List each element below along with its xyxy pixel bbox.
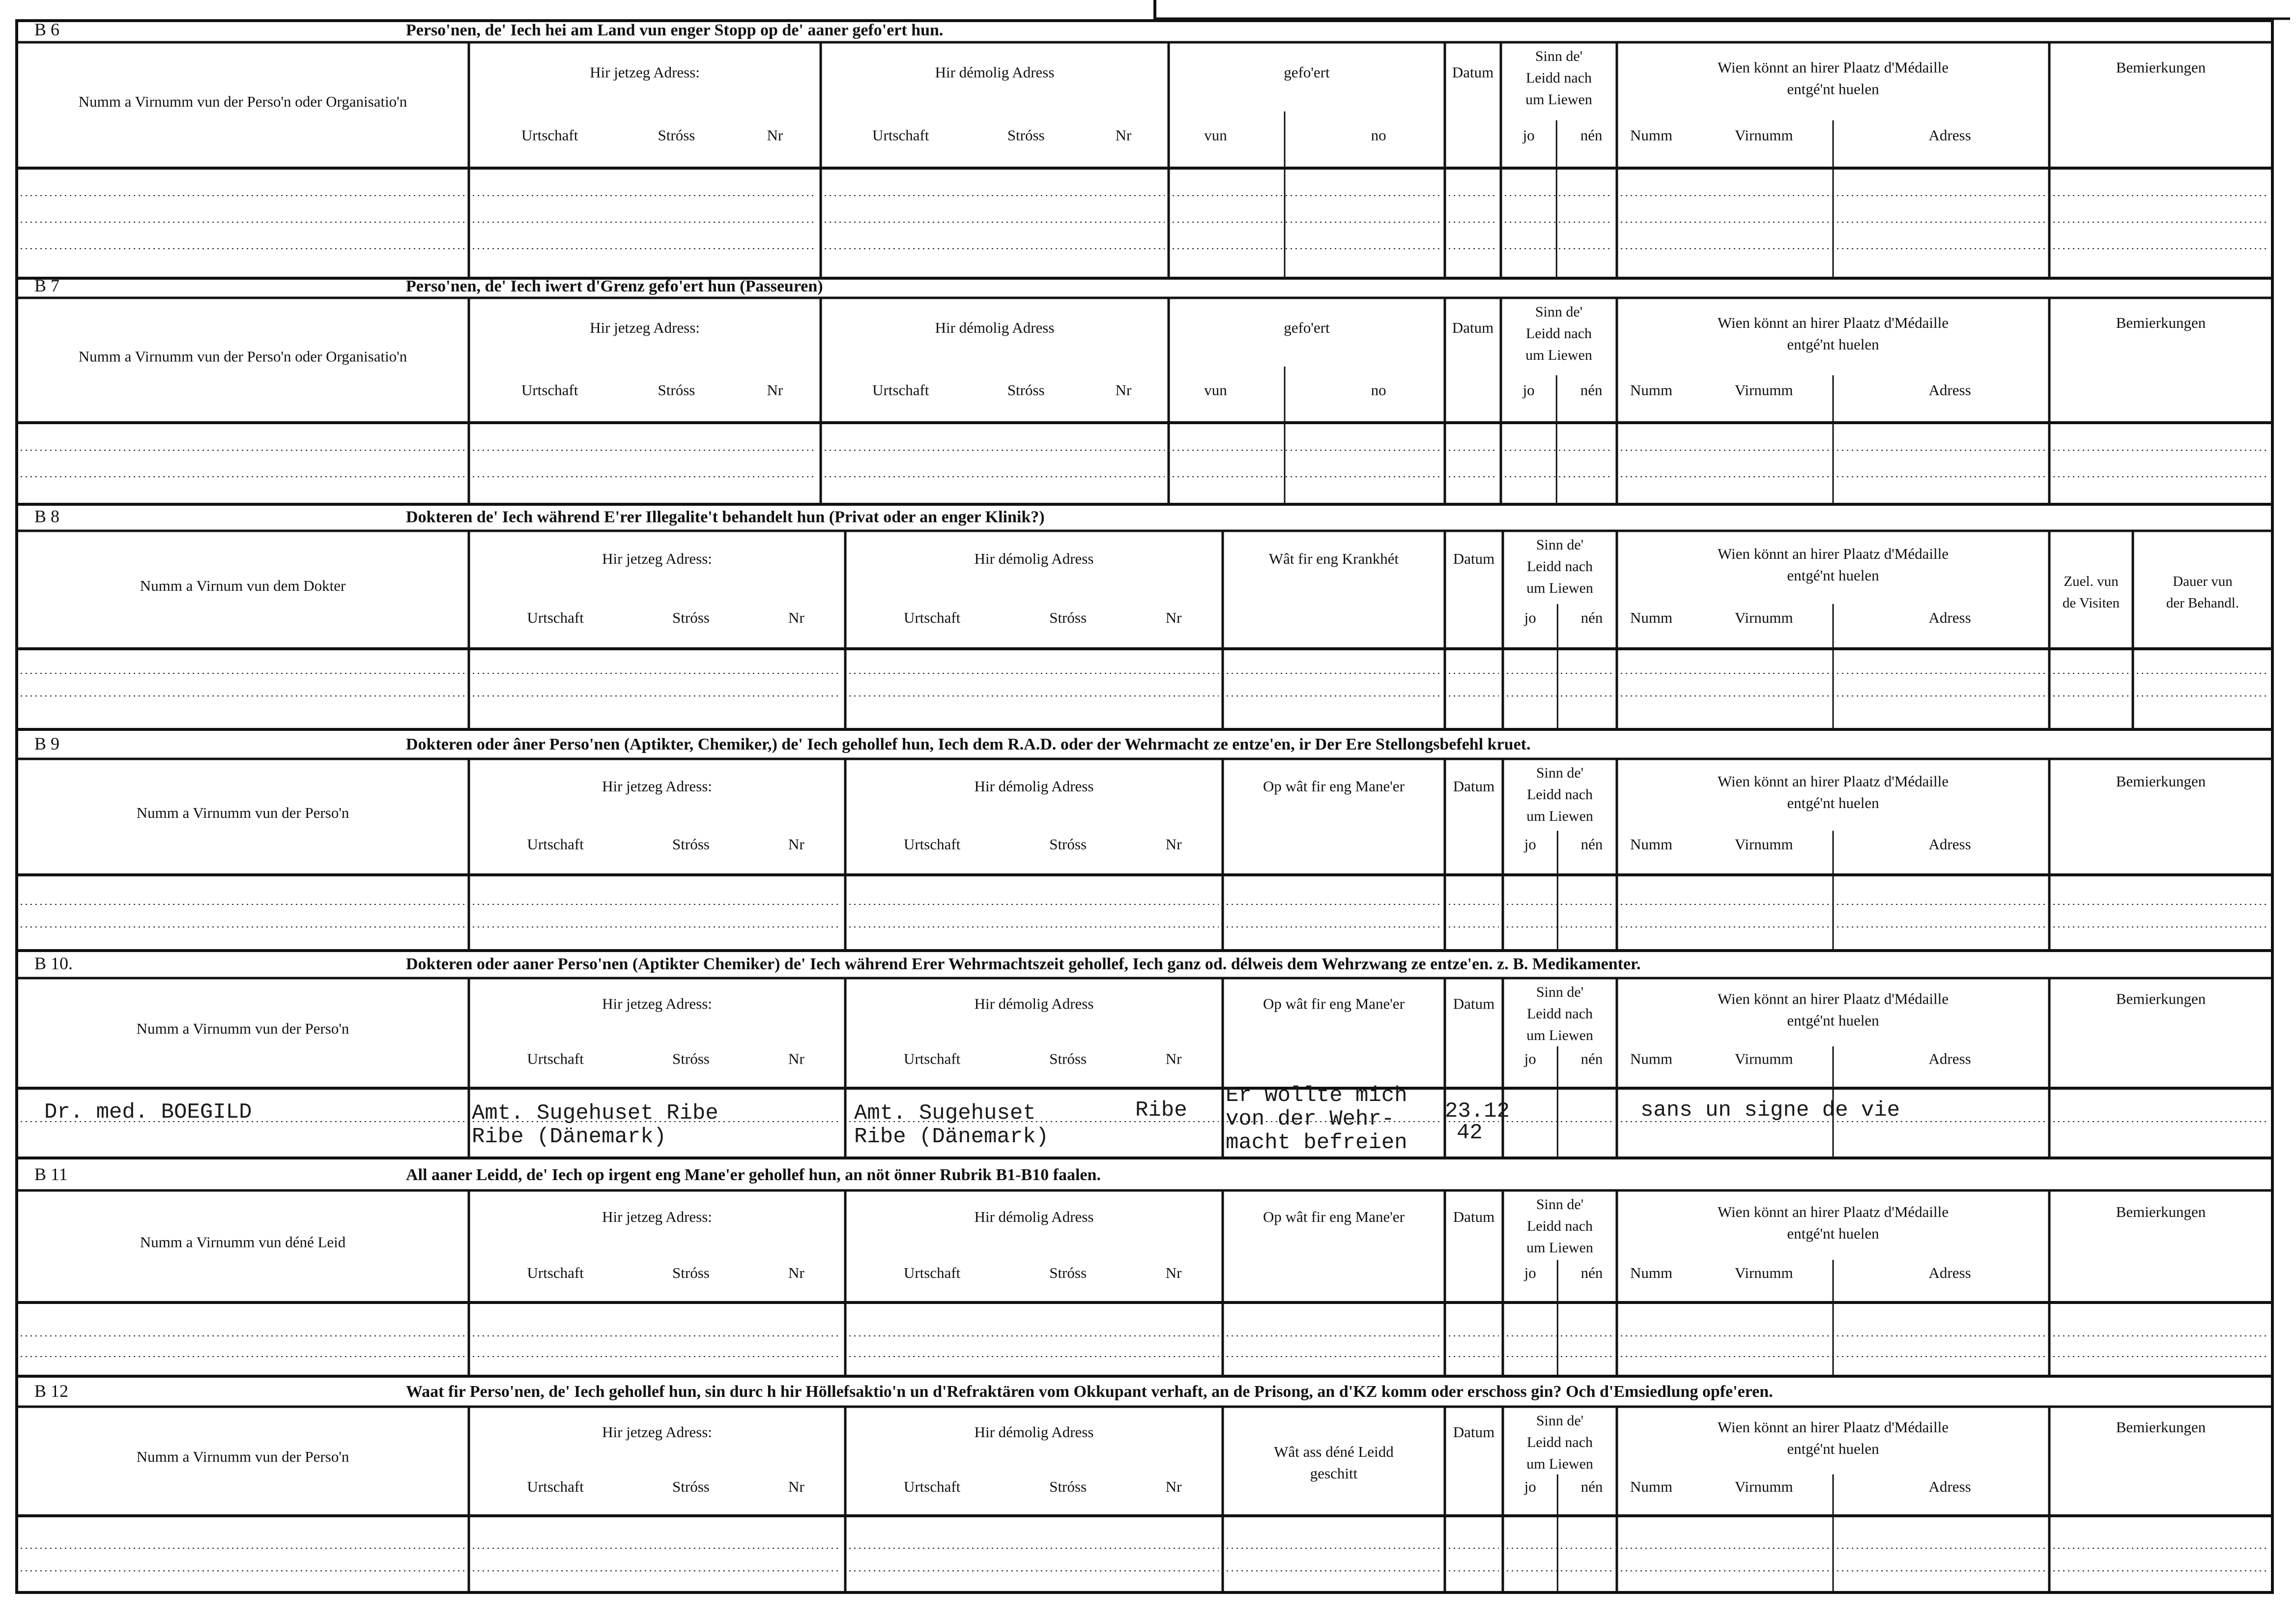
no-header: nén bbox=[1580, 1050, 1603, 1068]
locality-header: Urtschaft bbox=[903, 609, 961, 627]
section-code: B 10. bbox=[34, 954, 73, 974]
medal-header: Wien könnt an hirer Plaatz d'Médaille bbox=[1717, 1418, 1949, 1436]
locality-header: Urtschaft bbox=[521, 126, 578, 144]
street-header: Stróss bbox=[672, 1478, 710, 1496]
section-title: Perso'nen, de' Iech hei am Land vun enger Stopp op de' aaner gefo'ert hun. bbox=[406, 21, 944, 39]
alive-header: Sinn de' bbox=[1535, 304, 1583, 320]
surname-header: Numm bbox=[1630, 1050, 1673, 1068]
street-header: Stróss bbox=[1049, 1264, 1087, 1281]
section-code: B 8 bbox=[34, 506, 60, 526]
yes-header: jo bbox=[1524, 609, 1536, 627]
alive-header: Sinn de' bbox=[1536, 1413, 1584, 1429]
alive-header-3: um Liewen bbox=[1526, 1027, 1593, 1043]
address-header: Adress bbox=[1928, 836, 1971, 853]
locality-header: Urtschaft bbox=[527, 1478, 584, 1496]
entry-manner-3: macht befreien bbox=[1226, 1130, 1407, 1155]
section-title: All aaner Leidd, de' Iech op irgent eng Mane'er gehollef hun, an nöt önner Rubrik B1-B10 faalen. bbox=[406, 1165, 1101, 1184]
surname-header: Numm bbox=[1630, 836, 1673, 853]
yes-header: jo bbox=[1522, 126, 1535, 144]
address-header: Adress bbox=[1928, 1264, 1971, 1281]
section-bb8 bbox=[17, 504, 2272, 729]
current-address-header: Hir jetzeg Adress: bbox=[602, 995, 712, 1012]
remarks-header: Bemierkungen bbox=[2116, 773, 2206, 790]
section-bb9 bbox=[17, 729, 2272, 951]
illness-header: Wât fir eng Krankhét bbox=[1268, 550, 1399, 568]
current-address-header: Hir jetzeg Adress: bbox=[602, 1208, 712, 1225]
date-header: Datum bbox=[1452, 63, 1494, 81]
visits-header-2: de Visiten bbox=[2062, 595, 2120, 611]
entry-manner-1: Er wollte mich bbox=[1226, 1083, 1407, 1108]
manner-header: Op wât fir eng Mane'er bbox=[1263, 778, 1405, 795]
street-header: Stróss bbox=[672, 1050, 710, 1068]
locality-header: Urtschaft bbox=[527, 1050, 584, 1068]
to-header: no bbox=[1371, 381, 1386, 399]
locality-header: Urtschaft bbox=[903, 1264, 961, 1281]
alive-header-2: Leidd nach bbox=[1526, 1434, 1593, 1450]
yes-header: jo bbox=[1524, 836, 1536, 853]
yes-header: jo bbox=[1522, 381, 1535, 399]
date-header: Datum bbox=[1452, 319, 1494, 337]
visits-header: Zuel. vun bbox=[2064, 574, 2119, 589]
alive-header: Sinn de' bbox=[1536, 537, 1584, 553]
current-address-header: Hir jetzeg Adress: bbox=[602, 778, 712, 795]
from-header: vun bbox=[1204, 126, 1227, 144]
section-bb11 bbox=[17, 1158, 2272, 1376]
entry-date-2: 42 bbox=[1457, 1121, 1483, 1145]
locality-header: Urtschaft bbox=[903, 1050, 961, 1068]
address-header: Adress bbox=[1928, 1050, 1971, 1068]
address-header: Adress bbox=[1928, 609, 1971, 627]
former-address-header: Hir démolig Adress bbox=[935, 63, 1055, 81]
medal-header-2: entgé'nt huelen bbox=[1787, 567, 1879, 584]
current-address-header: Hir jetzeg Adress: bbox=[602, 550, 712, 568]
former-address-header: Hir démolig Adress bbox=[935, 319, 1055, 337]
address-header: Adress bbox=[1928, 1478, 1971, 1496]
address-header: Adress bbox=[1928, 126, 1971, 144]
number-header: Nr bbox=[1165, 1478, 1182, 1496]
address-header: Adress bbox=[1928, 381, 1971, 399]
former-address-header: Hir démolig Adress bbox=[974, 1208, 1094, 1225]
medal-header-2: entgé'nt huelen bbox=[1787, 794, 1879, 812]
firstname-header: Virnumm bbox=[1734, 836, 1793, 853]
date-header: Datum bbox=[1453, 778, 1495, 795]
section-bb6 bbox=[17, 20, 2272, 278]
firstname-header: Virnumm bbox=[1734, 1264, 1793, 1281]
locality-header: Urtschaft bbox=[527, 1264, 584, 1281]
section-title: Dokteren de' Iech während E'rer Illegalite't behandelt hun (Privat oder an enger Klinik?) bbox=[406, 508, 1045, 526]
duration-header: Dauer vun bbox=[2173, 574, 2233, 589]
alive-header-2: Leidd nach bbox=[1526, 1218, 1593, 1234]
firstname-header: Virnumm bbox=[1734, 381, 1793, 399]
locality-header: Urtschaft bbox=[903, 836, 961, 853]
yes-header: jo bbox=[1524, 1264, 1536, 1281]
medal-header-2: entgé'nt huelen bbox=[1787, 336, 1879, 353]
firstname-header: Virnumm bbox=[1734, 126, 1793, 144]
number-header: Nr bbox=[788, 1050, 804, 1068]
former-address-header: Hir démolig Adress bbox=[974, 778, 1094, 795]
medal-header: Wien könnt an hirer Plaatz d'Médaille bbox=[1717, 990, 1949, 1008]
column-name-header: Numm a Virnumm vun der Perso'n oder Organisatio'n bbox=[78, 92, 407, 110]
street-header: Stróss bbox=[672, 1264, 710, 1281]
street-header: Stróss bbox=[672, 836, 710, 853]
alive-header: Sinn de' bbox=[1536, 1196, 1584, 1213]
number-header: Nr bbox=[767, 381, 783, 399]
alive-header-2: Leidd nach bbox=[1525, 325, 1592, 342]
number-header: Nr bbox=[767, 126, 783, 144]
entry-medal-note: sans un signe de vie bbox=[1640, 1098, 1900, 1123]
column-name-header: Numm a Virnumm vun der Perso'n oder Organisatio'n bbox=[78, 347, 407, 365]
remarks-header: Bemierkungen bbox=[2116, 990, 2206, 1008]
former-address-header: Hir démolig Adress bbox=[974, 1423, 1094, 1441]
column-name-header: Numm a Virnumm vun der Perso'n bbox=[136, 1448, 349, 1466]
current-address-header: Hir jetzeg Adress: bbox=[590, 63, 700, 81]
section-code: B 7 bbox=[34, 276, 60, 296]
medal-header: Wien könnt an hirer Plaatz d'Médaille bbox=[1717, 773, 1949, 790]
number-header: Nr bbox=[1165, 609, 1182, 627]
transported-header: gefo'ert bbox=[1284, 319, 1330, 337]
section-bb12 bbox=[17, 1376, 2272, 1592]
date-header: Datum bbox=[1453, 995, 1495, 1012]
number-header: Nr bbox=[1115, 126, 1132, 144]
street-header: Stróss bbox=[1049, 1478, 1087, 1496]
alive-header-2: Leidd nach bbox=[1526, 786, 1593, 803]
alive-header-2: Leidd nach bbox=[1526, 558, 1593, 575]
entry-former-address-1: Amt. Sugehuset bbox=[854, 1101, 1036, 1126]
number-header: Nr bbox=[788, 1478, 804, 1496]
no-header: nén bbox=[1580, 836, 1603, 853]
no-header: nén bbox=[1580, 1478, 1603, 1496]
alive-header-3: um Liewen bbox=[1526, 1240, 1593, 1256]
number-header: Nr bbox=[788, 836, 804, 853]
current-address-header: Hir jetzeg Adress: bbox=[590, 319, 700, 337]
section-code: B 6 bbox=[34, 19, 60, 39]
firstname-header: Virnumm bbox=[1734, 609, 1793, 627]
surname-header: Numm bbox=[1630, 381, 1673, 399]
street-header: Stróss bbox=[1049, 836, 1087, 853]
remarks-header: Bemierkungen bbox=[2116, 58, 2206, 76]
surname-header: Numm bbox=[1630, 126, 1673, 144]
number-header: Nr bbox=[788, 1264, 804, 1281]
alive-header-3: um Liewen bbox=[1526, 580, 1593, 596]
manner-header: Op wât fir eng Mane'er bbox=[1263, 1208, 1405, 1225]
what-happened-header-2: geschitt bbox=[1310, 1465, 1358, 1482]
number-header: Nr bbox=[788, 609, 804, 627]
date-header: Datum bbox=[1453, 550, 1495, 568]
entry-date-1: 23.12 bbox=[1445, 1099, 1510, 1124]
medal-header: Wien könnt an hirer Plaatz d'Médaille bbox=[1717, 545, 1949, 563]
yes-header: jo bbox=[1524, 1478, 1536, 1496]
alive-header: Sinn de' bbox=[1536, 765, 1584, 781]
entry-current-address-2: Ribe (Dänemark) bbox=[472, 1125, 667, 1149]
column-name-header: Numm a Virnum vun dem Dokter bbox=[140, 577, 346, 594]
street-header: Stróss bbox=[672, 609, 710, 627]
street-header: Stróss bbox=[658, 381, 695, 399]
street-header: Stróss bbox=[1049, 609, 1087, 627]
entry-former-address-2: Ribe (Dänemark) bbox=[854, 1125, 1049, 1149]
entry-doctor-name: Dr. med. BOEGILD bbox=[44, 1100, 252, 1125]
section-title: Dokteren oder âner Perso'nen (Aptikter, Chemiker,) de' Iech gehollef hun, Iech dem R.A.D. oder der Wehrmacht ze entze'en, ir Der Ere Stellongsbefehl kruet. bbox=[406, 735, 1531, 753]
surname-header: Numm bbox=[1630, 609, 1673, 627]
column-name-header: Numm a Virnumm vun der Perso'n bbox=[136, 1020, 349, 1038]
medal-header-2: entgé'nt huelen bbox=[1787, 1440, 1879, 1458]
street-header: Stróss bbox=[1049, 1050, 1087, 1068]
remarks-header: Bemierkungen bbox=[2116, 314, 2206, 332]
current-address-header: Hir jetzeg Adress: bbox=[602, 1423, 712, 1441]
section-bb7 bbox=[17, 276, 2272, 504]
duration-header-2: der Behandl. bbox=[2166, 595, 2239, 611]
medal-header: Wien könnt an hirer Plaatz d'Médaille bbox=[1717, 58, 1949, 76]
medal-header: Wien könnt an hirer Plaatz d'Médaille bbox=[1717, 314, 1949, 332]
entry-manner-2: von der Wehr- bbox=[1226, 1107, 1395, 1131]
medal-header-2: entgé'nt huelen bbox=[1787, 1012, 1879, 1029]
alive-header-3: um Liewen bbox=[1526, 1456, 1593, 1472]
section-title: Dokteren oder aaner Perso'nen (Aptikter Chemiker) de' Iech während Erer Wehrmachtszeit gehollef, Iech ganz od. délweis dem Wehrzwang ze entze'en. z. B. Medikamenter. bbox=[406, 955, 1641, 974]
alive-header-2: Leidd nach bbox=[1526, 1006, 1593, 1022]
no-header: nén bbox=[1580, 609, 1603, 627]
number-header: Nr bbox=[1115, 381, 1132, 399]
section-code: B 11 bbox=[34, 1164, 68, 1184]
section-code: B 12 bbox=[34, 1381, 69, 1401]
number-header: Nr bbox=[1165, 1050, 1182, 1068]
former-address-header: Hir démolig Adress bbox=[974, 995, 1094, 1012]
locality-header: Urtschaft bbox=[903, 1478, 961, 1496]
date-header: Datum bbox=[1453, 1208, 1495, 1225]
entry-current-address-1: Amt. Sugehuset Ribe bbox=[472, 1101, 718, 1126]
section-title: Waat fir Perso'nen, de' Iech gehollef hun, sin durc h hir Höllefsaktio'n un d'Refraktären vom Okkupant verhaft, an de Prisong, an d'KZ komm oder erschoss gin? Och d'Emsiedlung opfe'eren. bbox=[406, 1383, 1773, 1401]
no-header: nén bbox=[1580, 381, 1603, 399]
alive-header-3: um Liewen bbox=[1526, 808, 1593, 824]
section-title: Perso'nen, de' Iech iwert d'Grenz gefo'ert hun (Passeuren) bbox=[406, 277, 823, 296]
locality-header: Urtschaft bbox=[527, 836, 584, 853]
entry-former-city: Ribe bbox=[1135, 1098, 1187, 1123]
firstname-header: Virnumm bbox=[1734, 1050, 1793, 1068]
section-code: B 9 bbox=[34, 733, 60, 753]
locality-header: Urtschaft bbox=[527, 609, 584, 627]
locality-header: Urtschaft bbox=[872, 126, 929, 144]
firstname-header: Virnumm bbox=[1734, 1478, 1793, 1496]
medal-header: Wien könnt an hirer Plaatz d'Médaille bbox=[1717, 1203, 1949, 1220]
manner-header: Op wât fir eng Mane'er bbox=[1263, 995, 1405, 1012]
medal-header-2: entgé'nt huelen bbox=[1787, 80, 1879, 98]
surname-header: Numm bbox=[1630, 1264, 1673, 1281]
medal-header-2: entgé'nt huelen bbox=[1787, 1224, 1879, 1242]
surname-header: Numm bbox=[1630, 1478, 1673, 1496]
locality-header: Urtschaft bbox=[872, 381, 929, 399]
street-header: Stróss bbox=[658, 126, 695, 144]
street-header: Stróss bbox=[1007, 126, 1045, 144]
street-header: Stróss bbox=[1007, 381, 1045, 399]
alive-header: Sinn de' bbox=[1536, 984, 1584, 1000]
no-header: nén bbox=[1580, 1264, 1603, 1281]
alive-header: Sinn de' bbox=[1535, 48, 1583, 64]
yes-header: jo bbox=[1524, 1050, 1536, 1068]
locality-header: Urtschaft bbox=[521, 381, 578, 399]
date-header: Datum bbox=[1453, 1423, 1495, 1441]
no-header: nén bbox=[1580, 126, 1603, 144]
number-header: Nr bbox=[1165, 1264, 1182, 1281]
alive-header-3: um Liewen bbox=[1525, 347, 1592, 363]
number-header: Nr bbox=[1165, 836, 1182, 853]
what-happened-header: Wât ass déné Leidd bbox=[1274, 1443, 1394, 1461]
remarks-header: Bemierkungen bbox=[2116, 1203, 2206, 1220]
column-name-header: Numm a Virnumm vun déné Leid bbox=[140, 1233, 346, 1251]
alive-header-3: um Liewen bbox=[1525, 91, 1592, 108]
column-name-header: Numm a Virnumm vun der Perso'n bbox=[136, 804, 349, 821]
section-bb10b bbox=[17, 951, 2272, 1158]
former-address-header: Hir démolig Adress bbox=[974, 550, 1094, 568]
remarks-header: Bemierkungen bbox=[2116, 1418, 2206, 1436]
from-header: vun bbox=[1204, 381, 1227, 399]
transported-header: gefo'ert bbox=[1284, 63, 1330, 81]
alive-header-2: Leidd nach bbox=[1525, 70, 1592, 86]
to-header: no bbox=[1371, 126, 1386, 144]
